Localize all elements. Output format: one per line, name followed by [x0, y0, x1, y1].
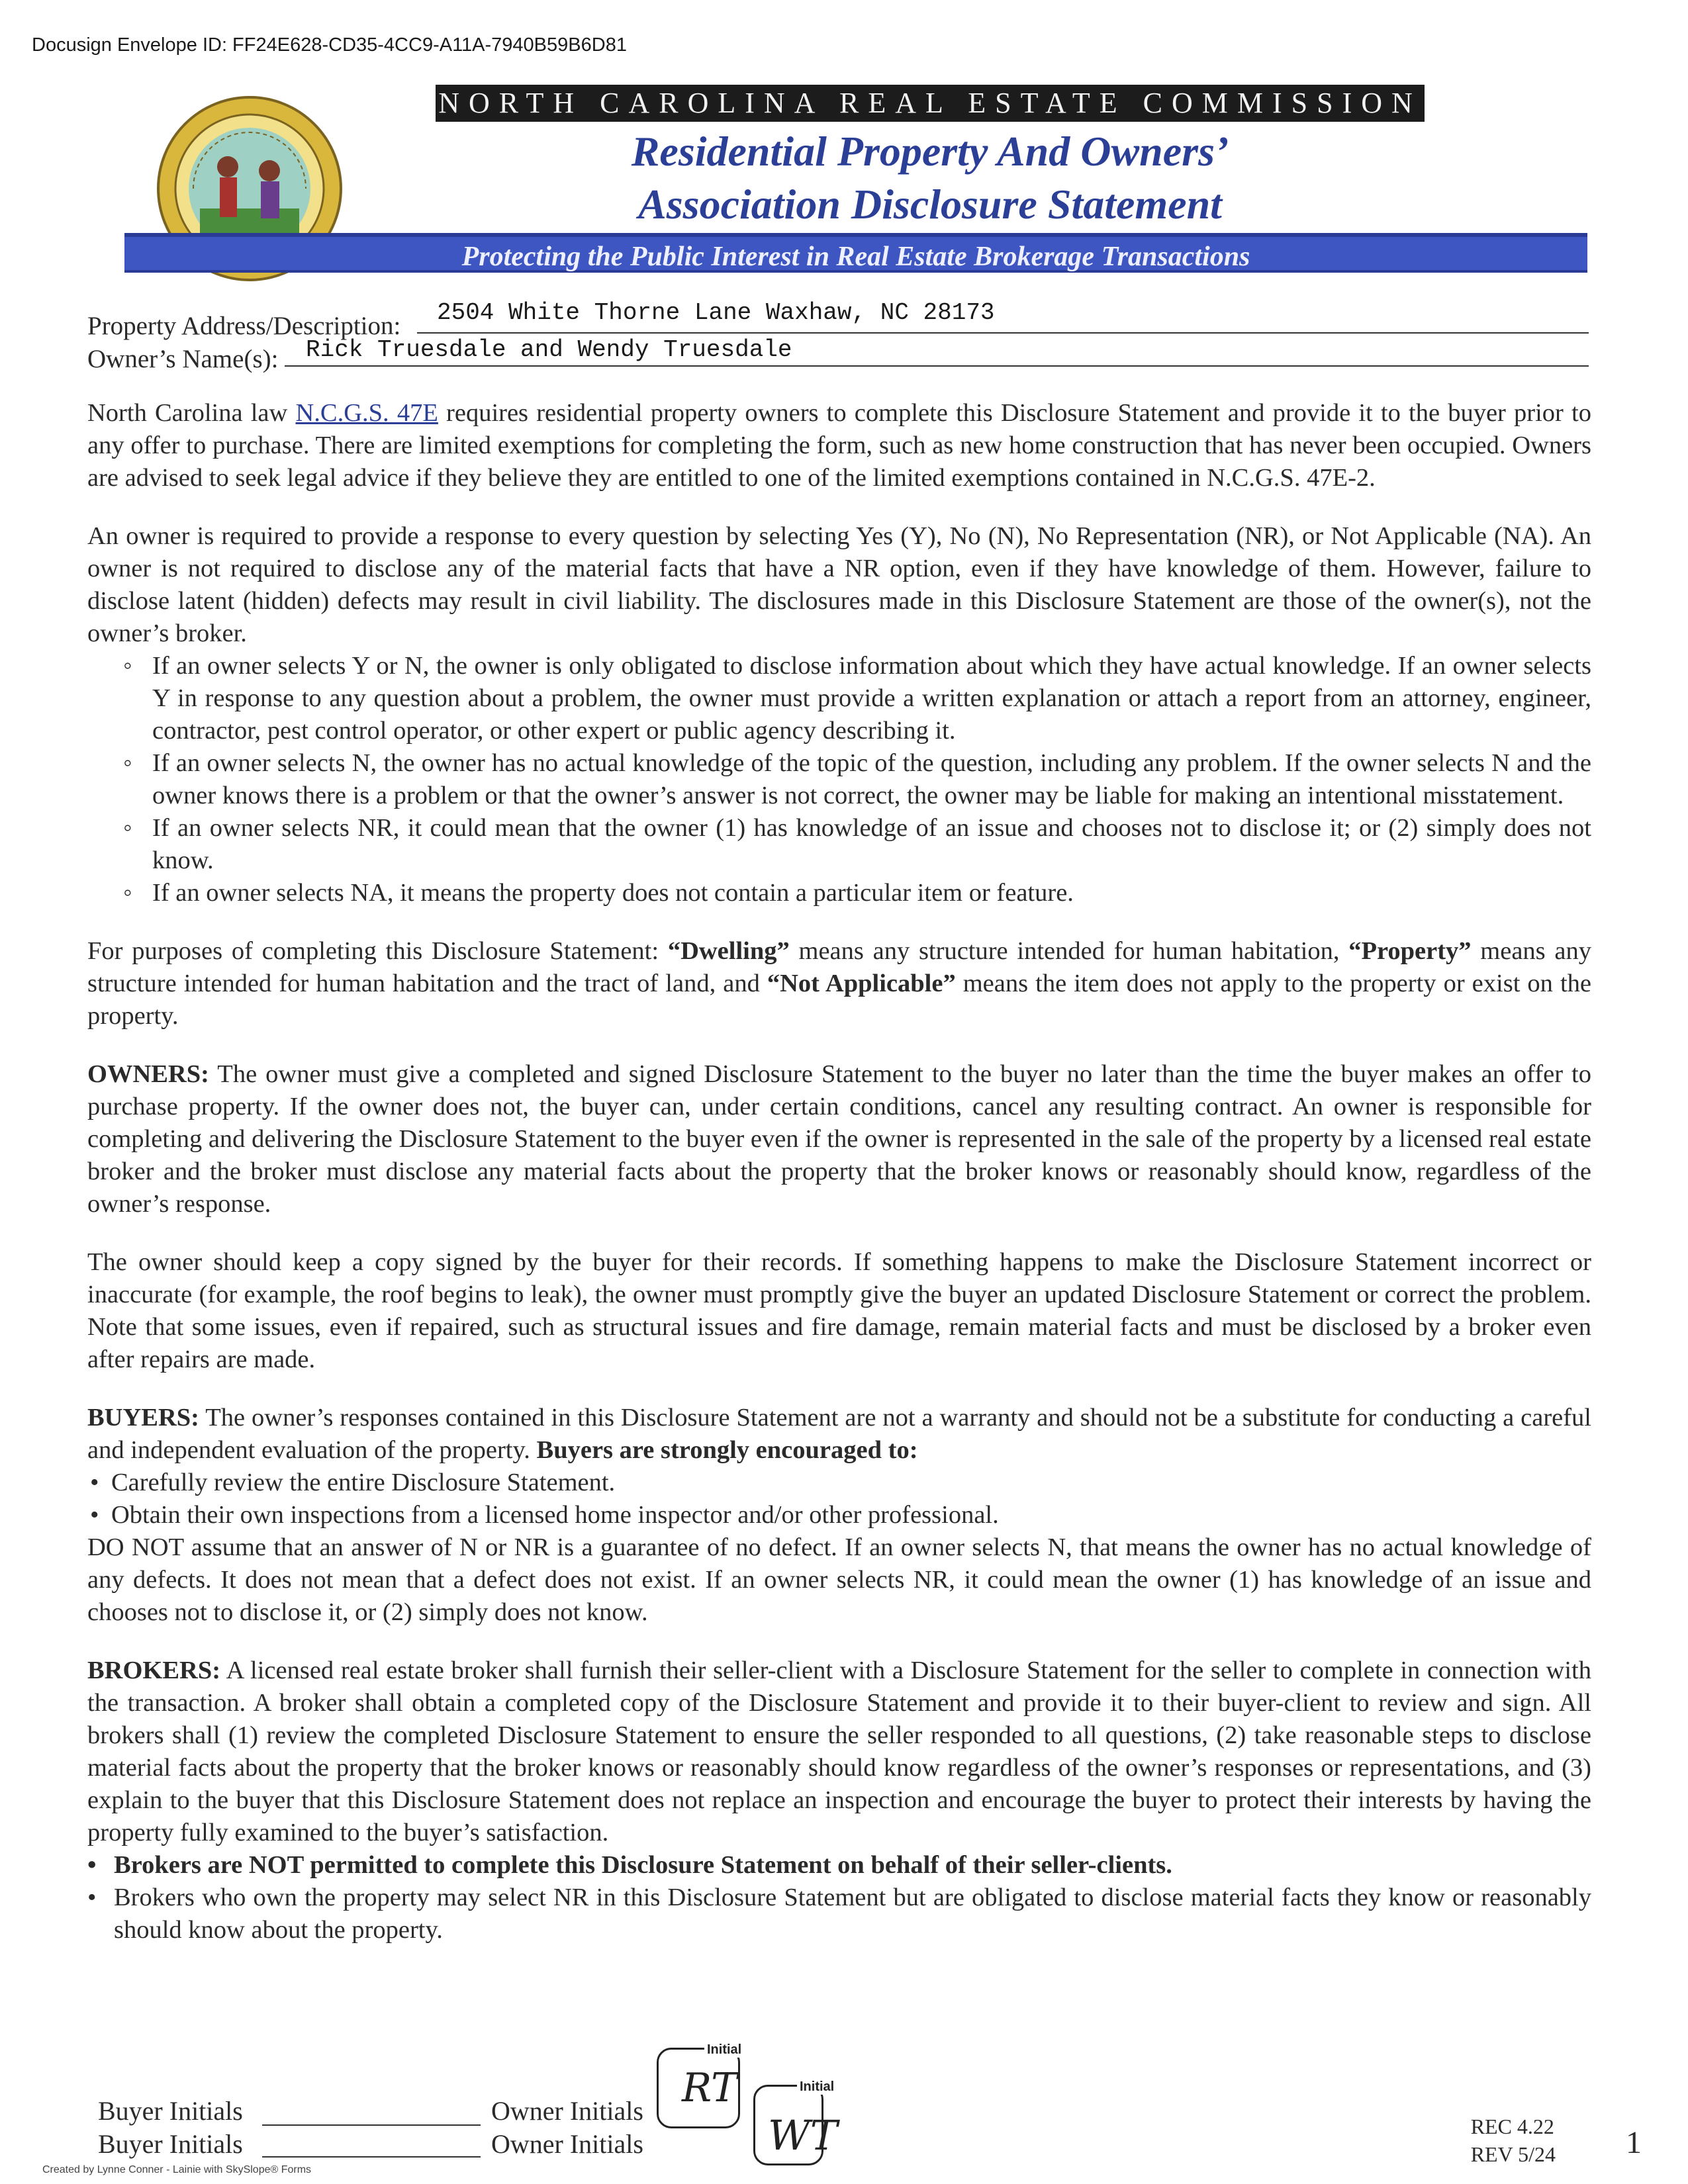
- initial-tag-2: Initial: [797, 2079, 837, 2095]
- intro-text-b: requires residential property owners to complete this Disclosure Statement and provide it to the buyer prior to any offer to purchase. There are limited exemptions for completing the form, such as new home construction that has never been occupied. Owners are advised to seek legal advice if they believe they are entitled to one of the limited exemptions contained in N.C.G.S. 47E-2.: [87, 399, 1591, 492]
- form-title-line2: Association Disclosure Statement: [638, 181, 1222, 228]
- brokers-bullet-not-permitted: • Brokers are NOT permitted to complete this Disclosure Statement on behalf of their seller-clients.: [87, 1849, 1591, 1882]
- bullet-n: ◦ If an owner selects N, the owner has no actual knowledge of the topic of the question, including any problem. If the owner selects N and the owner knows there is a problem or that the owner’s answer is not correct, the owner may be liable for making an intentional misstatement.: [152, 747, 1591, 812]
- initial-tag-1: Initial: [704, 2042, 744, 2058]
- owners-paragraph-2: The owner should keep a copy signed by the buyer for their records. If something happens to make the Disclosure Statement incorrect or inaccurate (for example, the roof begins to leak), the owner must promptly give the buyer an updated Disclosure Statement or correct the problem. Note that some issues, even if repaired, such as structural issues and fire damage, remain material facts and must be disclosed by a broker even after repairs are made.: [87, 1248, 1591, 1373]
- response-bullets: [87, 650, 1591, 909]
- buyer-initials-label-1: Buyer Initials: [98, 2096, 243, 2126]
- definitions-paragraph: [87, 935, 1591, 1032]
- owner1-initials: RT: [682, 2065, 738, 2111]
- brokers-paragraph: [87, 1655, 1591, 1849]
- rev-line-2: REV 5/24: [1470, 2142, 1556, 2166]
- rev-line-1: REC 4.22: [1470, 2115, 1554, 2138]
- buyers-bullet-inspect: • Obtain their own inspections from a licensed home inspector and/or other professional.: [87, 1499, 1591, 1531]
- buyers-bullets: [87, 1467, 1591, 1531]
- def-a: For purposes of completing this Disclosure Statement:: [87, 937, 668, 965]
- def-dwelling: “Dwelling”: [667, 937, 790, 965]
- owner-initials-label-1: Owner Initials: [491, 2096, 643, 2126]
- brokers-bullets: [87, 1849, 1591, 1946]
- buyers-encouraged: Buyers are strongly encouraged to:: [536, 1436, 918, 1464]
- def-c: means any structure intended for human habitation and the tract of land, and: [87, 937, 1591, 997]
- owners-text: The owner must give a completed and signed Disclosure Statement to the buyer no later than the time the buyer makes an offer to purchase property. If the owner does not, the buyer can, under certain conditions, cancel any resulting contract. An owner is responsible for completing and delivering the Disclosure Statement to the buyer even if the owner is represented in the sale of the property by a licensed real estate broker and the broker must disclose any material facts about the property that the broker knows or reasonably should know, regardless of the owner’s response.: [87, 1060, 1591, 1218]
- brokers-text: A licensed real estate broker shall furnish their seller-client with a Disclosure Statement for the seller to complete in connection with the transaction. A broker shall obtain a completed copy of the Disclosure Statement and provide it to their buyer-client to review and sign. All brokers shall (1) review the completed Disclosure Statement to ensure the seller responded to all questions, (2) take reasonable steps to disclose material facts about the property that the broker knows or reasonably should know regardless of the owner’s responses or representations, and (3) explain to the buyer that this Disclosure Statement does not replace an inspection and encourage the buyer to protect their interests by having the property fully examined to the buyer’s satisfaction.: [87, 1657, 1591, 1846]
- brokers-heading: BROKERS:: [87, 1657, 221, 1684]
- intro-text-a: North Carolina law: [87, 399, 296, 427]
- bullet-na: ◦ If an owner selects NA, it means the property does not contain a particular item or feature.: [152, 877, 1591, 909]
- buyers-paragraph: [87, 1402, 1591, 1467]
- def-property: “Property”: [1348, 937, 1472, 965]
- intro-paragraph: [87, 397, 1591, 494]
- address-label: Property Address/Description:: [87, 312, 401, 340]
- buyers-text: The owner’s responses contained in this Disclosure Statement are not a warranty and should not be a substitute for conducting a careful and independent evaluation of the property.: [87, 1404, 1591, 1464]
- brokers-bullet-own-property: • Brokers who own the property may select NR in this Disclosure Statement but are obligated to disclose material facts they know or reasonably should know about the property.: [87, 1882, 1591, 1946]
- revision-info: [1471, 2113, 1556, 2168]
- owner2-initials: WT: [768, 2111, 838, 2160]
- owner-initials-label-2: Owner Initials: [491, 2129, 643, 2159]
- def-d: means the item does not apply to the property or exist on the property.: [87, 970, 1591, 1030]
- buyer-initials-field-1[interactable]: [262, 2124, 481, 2126]
- buyer-initials-label-2: Buyer Initials: [98, 2129, 243, 2159]
- envelope-id: Docusign Envelope ID: FF24E628-CD35-4CC9-A11A-7940B59B6D81: [32, 34, 627, 56]
- disclosure-body: [87, 397, 1591, 1946]
- page-number: 1: [1626, 2125, 1642, 2160]
- buyers-bullet-review: • Carefully review the entire Disclosure Statement.: [87, 1467, 1591, 1499]
- def-na: “Not Applicable”: [767, 970, 956, 997]
- form-title-line1: Residential Property And Owners’: [631, 128, 1229, 175]
- buyers-paragraph-2: DO NOT assume that an answer of N or NR is a guarantee of no defect. If an owner selects N, that means the owner has no actual knowledge of any defects. It does not mean that a defect does not exist. If an owner selects NR, it could mean the owner (1) has knowledge of an issue and chooses not to disclose it, or (2) simply does not know.: [87, 1533, 1591, 1626]
- address-underline: [417, 332, 1589, 334]
- owners-field[interactable]: Rick Truesdale and Wendy Truesdale: [306, 336, 792, 363]
- owners-underline: [285, 365, 1589, 367]
- def-b: means any structure intended for human habitation,: [789, 937, 1349, 965]
- buyer-initials-field-2[interactable]: [262, 2156, 481, 2158]
- owners-heading: OWNERS:: [87, 1060, 209, 1088]
- bullet-nr: ◦ If an owner selects NR, it could mean that the owner (1) has knowledge of an issue and chooses not to disclose it; or (2) simply does not know.: [152, 812, 1591, 877]
- created-by: Created by Lynne Conner - Lainie with SkySlope® Forms: [42, 2164, 312, 2175]
- address-field[interactable]: 2504 White Thorne Lane Waxhaw, NC 28173: [437, 299, 995, 326]
- bullet-y-n: ◦ If an owner selects Y or N, the owner is only obligated to disclose information about which they have actual knowledge. If an owner selects Y in response to any question about a problem, the owner must provide a written explanation or attach a report from an attorney, engineer, contractor, pest control operator, or other expert or public agency describing it.: [152, 650, 1591, 747]
- owners-paragraph: [87, 1058, 1591, 1220]
- tagline-banner: Protecting the Public Interest in Real Estate Brokerage Transactions: [124, 233, 1587, 273]
- statute-link[interactable]: N.C.G.S. 47E: [295, 399, 438, 427]
- owners-label: Owner’s Name(s):: [87, 345, 279, 373]
- buyers-heading: BUYERS:: [87, 1404, 200, 1432]
- commission-header: NORTH CAROLINA REAL ESTATE COMMISSION: [436, 85, 1425, 122]
- response-paragraph: An owner is required to provide a response to every question by selecting Yes (Y), No (N), No Representation (NR), or Not Applicable (NA). An owner is not required to disclose any of the material facts that have a NR option, even if they have knowledge of them. However, failure to disclose latent (hidden) defects may result in civil liability. The disclosures made in this Disclosure Statement are those of the owner(s), not the owner’s broker.: [87, 522, 1591, 647]
